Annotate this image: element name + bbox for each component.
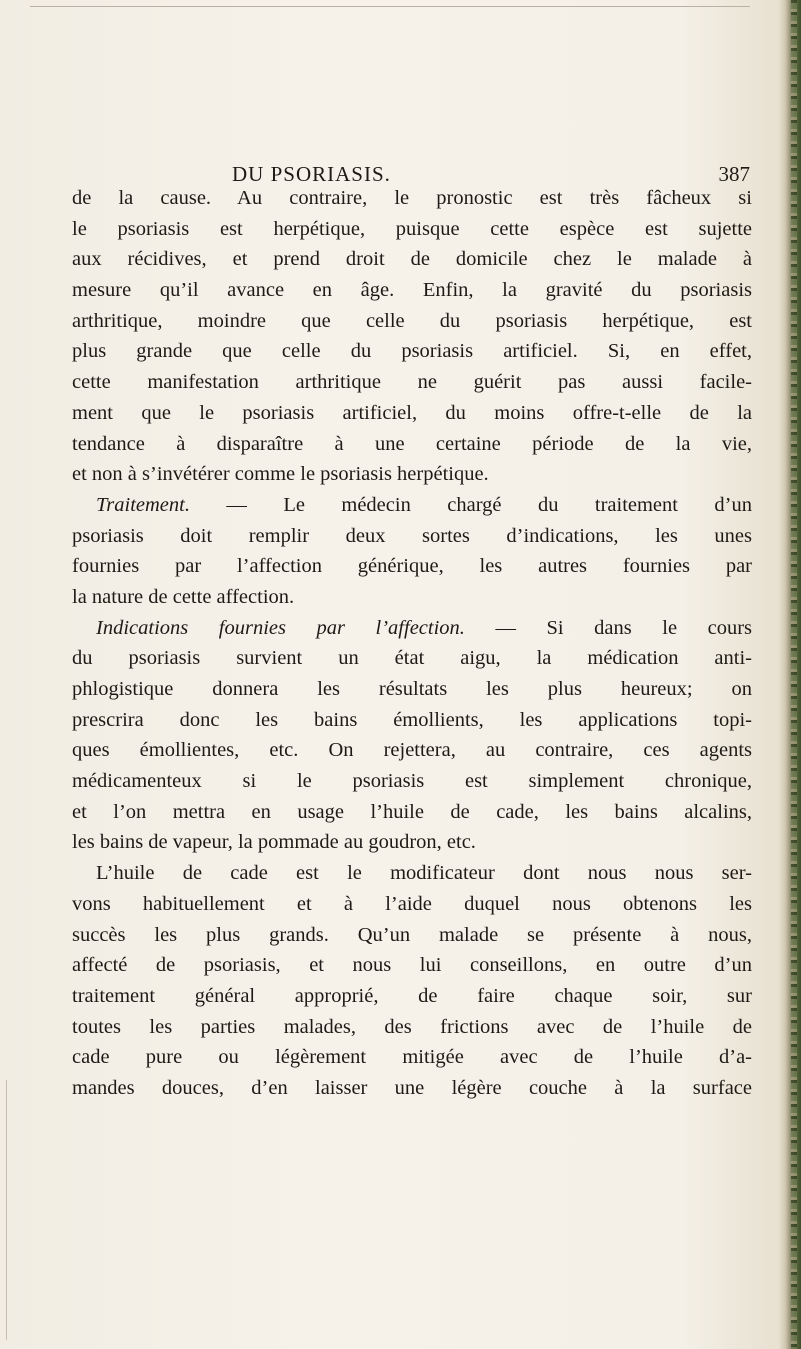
text-line: médicamenteux si le psoriasis est simplement chronique, (72, 770, 752, 793)
text-line: affecté de psoriasis, et nous lui conseillons, en outre d’un (72, 954, 752, 977)
text-line: la nature de cette affection. (72, 585, 295, 608)
body-text (72, 183, 752, 1104)
text-line: psoriasis doit remplir deux sortes d’indications, les unes (72, 524, 752, 547)
text-line: traitement général approprié, de faire chaque soir, sur (72, 984, 752, 1007)
text-line: de la cause. Au contraire, le pronostic est très fâcheux si (72, 187, 752, 209)
text-line: ques émollientes, etc. On rejettera, au contraire, ces agents (72, 739, 752, 762)
section-heading-traitement: Traitement. (96, 493, 190, 516)
text-line: fournies par l’affection générique, les autres fournies par (72, 555, 752, 578)
text-line: plus grande que celle du psoriasis artificiel. Si, en effet, (72, 340, 752, 363)
text-line: aux récidives, et prend droit de domicile chez le malade à (72, 248, 752, 271)
text-line: L’huile de cade est le modificateur dont nous nous ser- (96, 862, 752, 885)
running-head-title: DU PSORIASIS. (232, 162, 391, 186)
text-line: du psoriasis survient un état aigu, la médication anti- (72, 647, 752, 670)
section-heading-indications: Indications fournies par l’affection. (96, 616, 465, 639)
text-line: tendance à disparaître à une certaine période de la vie, (72, 432, 752, 455)
text-line: ment que le psoriasis artificiel, du moins offre-t-elle de la (72, 401, 752, 424)
text-line: et non à s’invétérer comme le psoriasis herpétique. (72, 463, 489, 486)
text-line: mandes douces, d’en laisser une légère couche à la surface (72, 1076, 752, 1099)
page-number: 387 (718, 162, 750, 186)
text-line: succès les plus grands. Qu’un malade se présente à nous, (72, 923, 752, 946)
text-line: mesure qu’il avance en âge. Enfin, la gravité du psoriasis (72, 279, 752, 302)
text-line: arthritique, moindre que celle du psoriasis herpétique, est (72, 309, 752, 332)
top-edge-rule (30, 6, 750, 7)
page-binding-edge (779, 0, 801, 1349)
text-line: cette manifestation arthritique ne guérit pas aussi facile- (72, 371, 752, 394)
section-heading-line: Traitement. — Le médecin chargé du traitement d’un (96, 493, 752, 516)
text-line: le psoriasis est herpétique, puisque cette espèce est sujette (72, 217, 752, 240)
text-line: toutes les parties malades, des frictions avec de l’huile de (72, 1015, 752, 1038)
text-line: phlogistique donnera les résultats les plus heureux; on (72, 678, 752, 700)
text-line: prescrira donc les bains émollients, les applications topi- (72, 708, 752, 731)
text-line: vons habituellement et à l’aide duquel nous obtenons les (72, 892, 752, 915)
section-heading-line: Indications fournies par l’affection. — Si dans le cours (96, 616, 752, 639)
binding-texture (791, 0, 797, 1349)
text-line: et l’on mettra en usage l’huile de cade, les bains alcalins, (72, 800, 752, 823)
left-margin-mark (6, 1080, 7, 1340)
text-line: cade pure ou légèrement mitigée avec de l’huile d’a- (72, 1046, 752, 1069)
text-line: les bains de vapeur, la pommade au goudron, etc. (72, 831, 476, 854)
